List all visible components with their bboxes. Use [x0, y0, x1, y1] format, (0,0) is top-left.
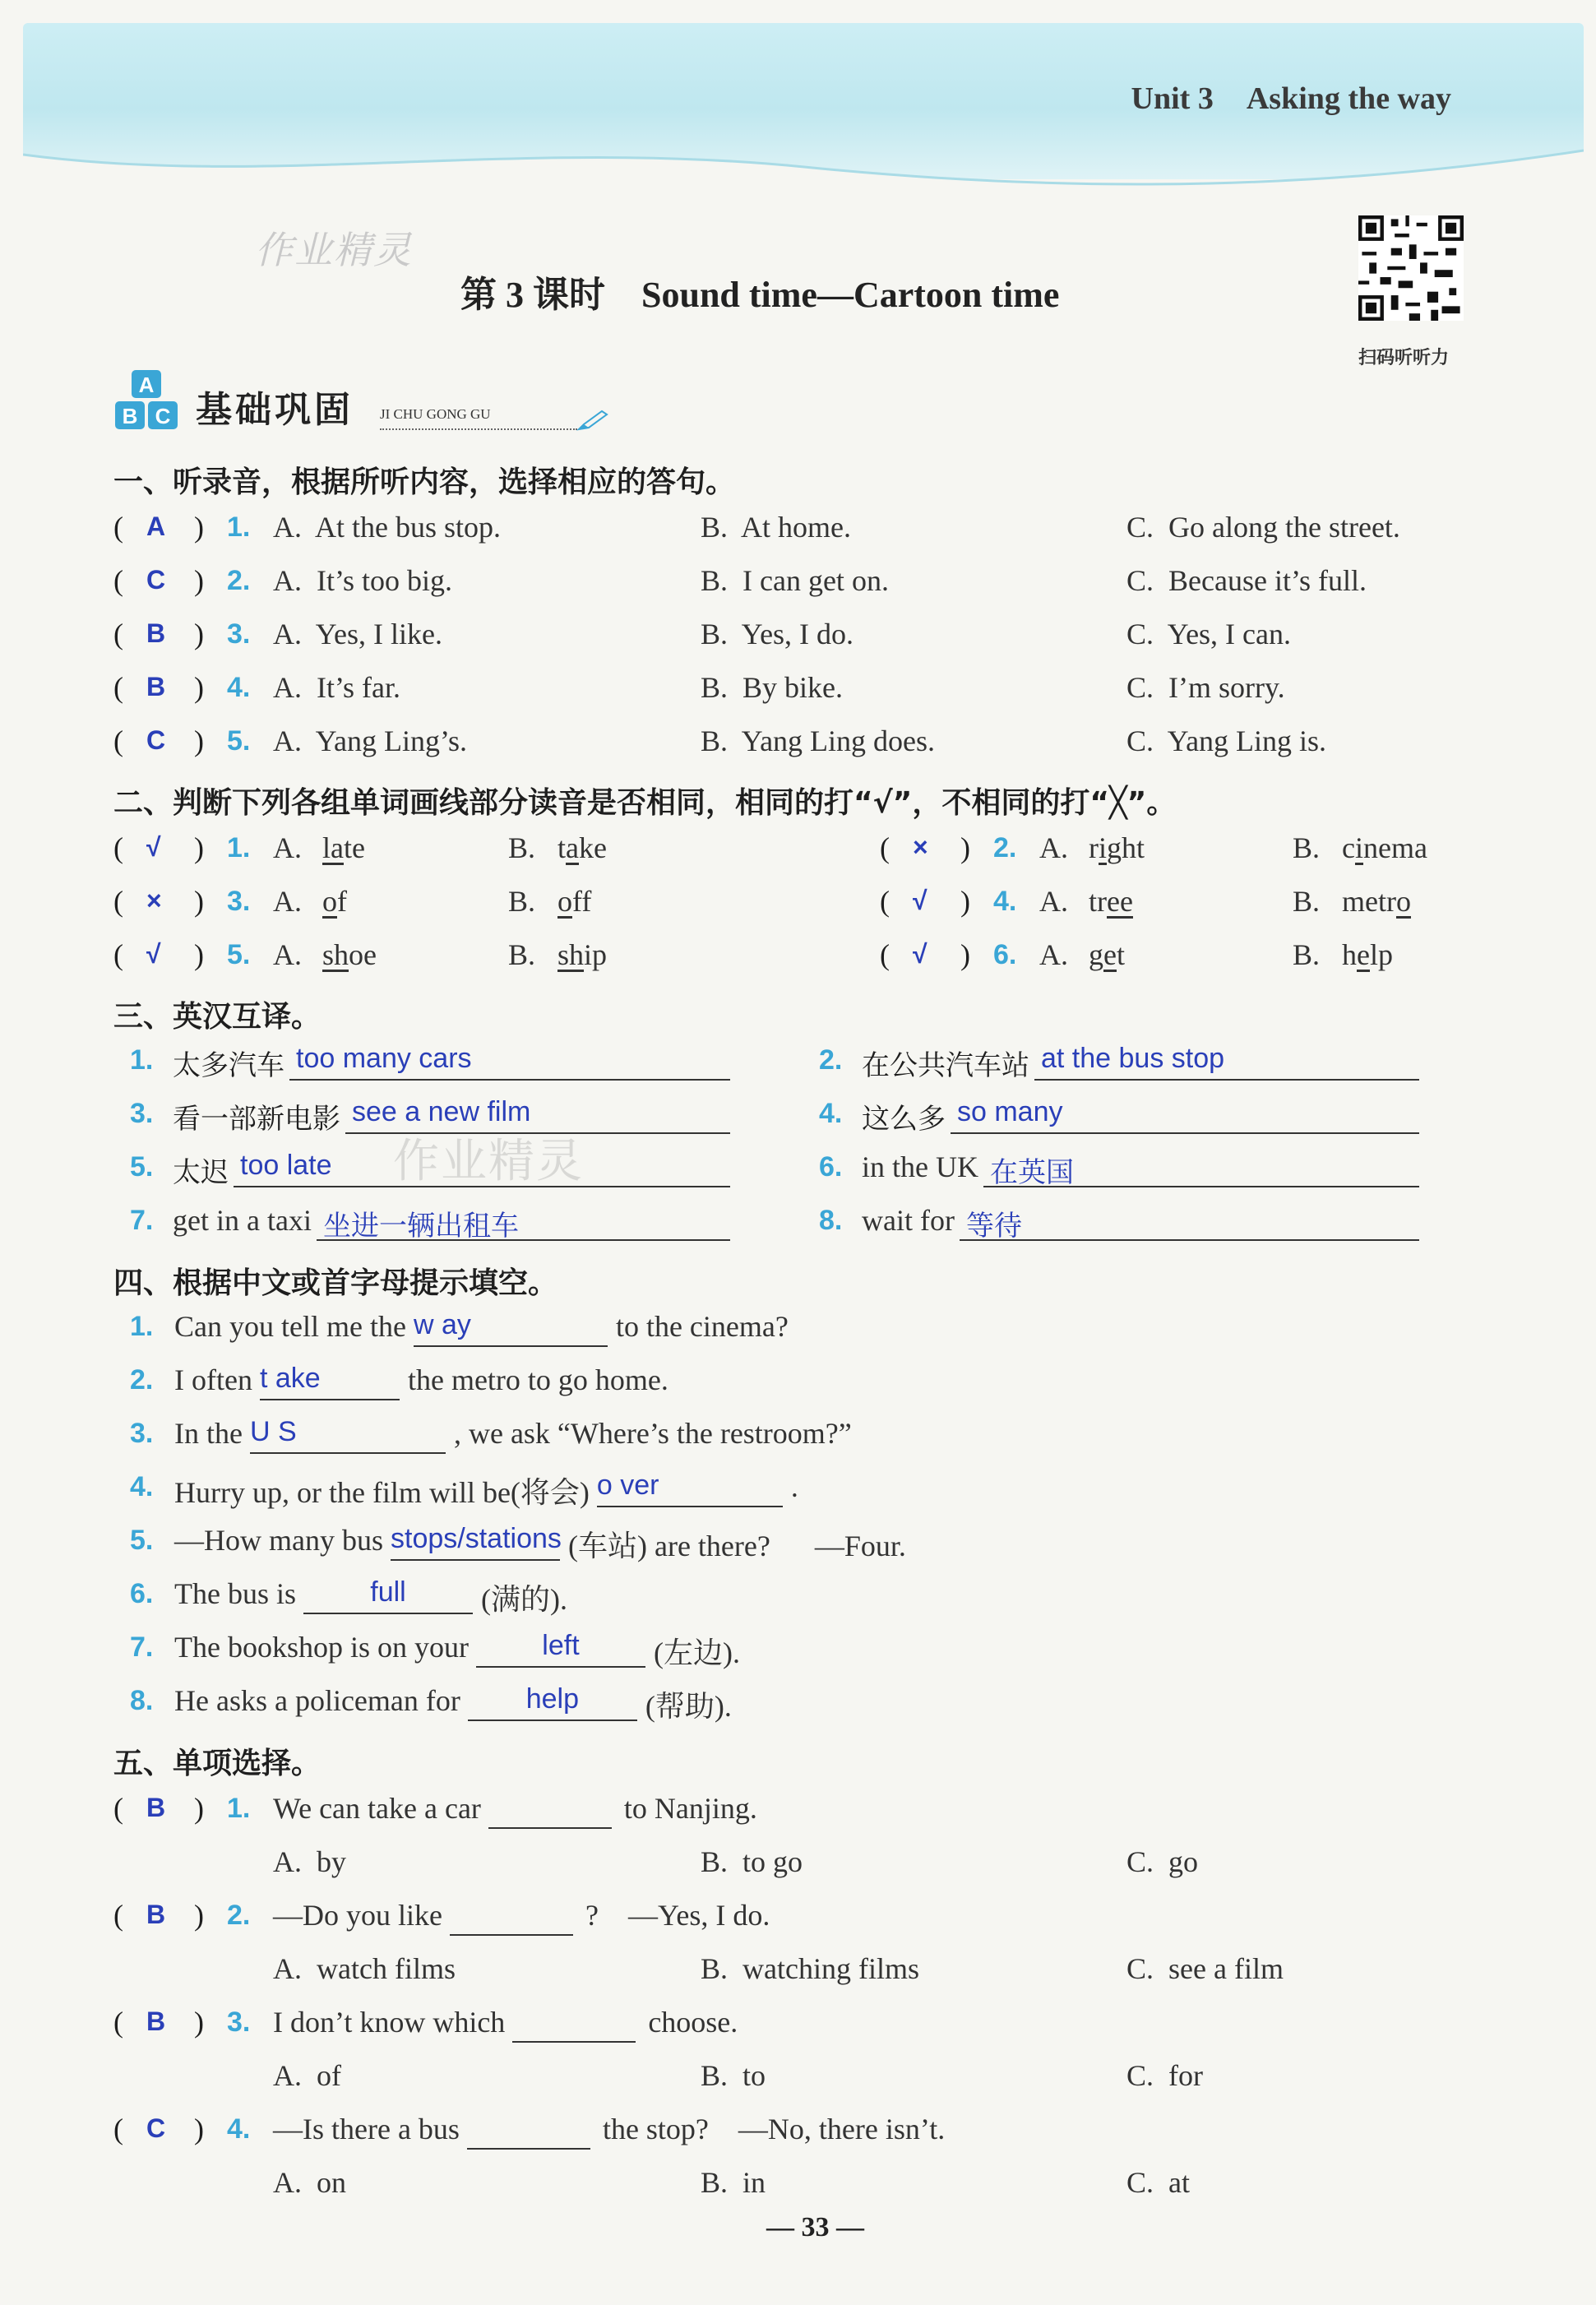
part4-heading: 四、根据中文或首字母提示填空。	[113, 1266, 558, 1300]
fill-blank[interactable]	[597, 1470, 783, 1507]
option-a[interactable]: A. on	[273, 2166, 346, 2199]
option-a: A. Yang Ling’s.	[273, 724, 468, 757]
part5-q2-paren-open: (	[113, 1899, 123, 1932]
answer-blank[interactable]	[951, 1096, 1419, 1134]
question-number: 8.	[819, 1205, 843, 1236]
question-stem-end: choose.	[641, 2006, 738, 2039]
answer-text: see a new film	[352, 1096, 531, 1127]
option-b: B. Yes, I do.	[701, 618, 854, 650]
sentence-start: He asks a policeman for	[174, 1684, 468, 1717]
option-b-word-underlined: a	[566, 831, 579, 864]
question-number: 4.	[227, 2113, 251, 2145]
question-number: 4.	[227, 672, 251, 703]
section-pinyin: JI CHU GONG GU	[380, 406, 491, 422]
qr-code-icon[interactable]	[1358, 215, 1464, 321]
question-stem-end: the stop? —No, there isn’t.	[594, 2113, 946, 2145]
question-number: 7.	[130, 1205, 154, 1236]
part3-translation-row	[689, 1150, 1478, 1199]
question-number: 4.	[130, 1471, 154, 1502]
option-b[interactable]: B. watching films	[701, 1952, 919, 1985]
part1-question-row	[0, 617, 1596, 666]
option-b-word: ship	[557, 938, 608, 971]
part2-q4-paren-close: )	[960, 885, 970, 918]
part1-q3-paren-close: )	[194, 618, 204, 650]
option-b-word-underlined: e	[1357, 938, 1370, 971]
option-b-word: metro	[1342, 885, 1411, 918]
fill-answer: help	[525, 1683, 580, 1715]
option-b-letter: B.	[1293, 885, 1321, 918]
sentence-start: Hurry up, or the film will be(将会)	[174, 1476, 597, 1509]
question-number: 3.	[227, 886, 251, 917]
option-a-letter: A.	[1039, 885, 1068, 918]
part1-q1-answer: A	[146, 511, 166, 541]
badge-letter-a: A	[138, 373, 155, 397]
sentence-end: .	[790, 1470, 798, 1503]
part5-q2-paren-close: )	[194, 1899, 204, 1932]
badge-letter-c: C	[155, 404, 171, 428]
part5-q2-answer: B	[146, 1900, 166, 1929]
option-b-word-underlined: o	[557, 885, 572, 918]
translation-prompt: 在公共汽车站	[862, 1049, 1029, 1082]
question-number: 1.	[227, 1793, 251, 1824]
question-stem: I don’t know which	[273, 2006, 513, 2039]
part1-q2-answer: C	[146, 565, 166, 595]
question-number: 3.	[130, 1098, 154, 1129]
answer-blank[interactable]	[1034, 1043, 1419, 1081]
part3-heading: 三、英汉互译。	[113, 1000, 322, 1034]
part1-q5-paren-close: )	[194, 724, 204, 757]
part5-q4-answer: C	[146, 2113, 166, 2143]
unit-header	[1131, 81, 1451, 117]
part5-q3-paren-open: (	[113, 2006, 123, 2039]
option-b-word-underlined: i	[1354, 831, 1363, 864]
translation-prompt: get in a taxi	[173, 1204, 312, 1237]
sentence-end: (车站) are there? —Four.	[568, 1530, 906, 1562]
part1-q3-paren-open: (	[113, 618, 123, 650]
part1-heading: 一、听录音，根据所听内容，选择相应的答句。	[113, 465, 736, 499]
part3-translation-row	[689, 1096, 1478, 1146]
part3-translation-row	[689, 1043, 1478, 1092]
fill-blank[interactable]	[468, 1683, 637, 1721]
part5-q1-paren-close: )	[194, 1792, 204, 1825]
sentence-start: —How many bus	[174, 1524, 391, 1557]
option-a-word: shoe	[322, 938, 377, 971]
option-a-word: late	[322, 831, 365, 864]
part5-options-row	[0, 2058, 1596, 2108]
fill-answer: stops/stations	[391, 1523, 562, 1554]
answer-blank[interactable]	[960, 1203, 1419, 1241]
unit-number: Unit 3	[1131, 81, 1214, 116]
option-a-word: of	[322, 885, 347, 918]
option-b: B. I can get on.	[701, 564, 889, 597]
part2-q6-answer: √	[913, 939, 928, 969]
question-stem: —Is there a bus	[273, 2113, 467, 2145]
part3-translation-row	[0, 1043, 789, 1092]
option-a-letter: A.	[273, 885, 302, 918]
option-a: A. It’s far.	[273, 671, 400, 704]
part4-fill-row	[0, 1416, 1596, 1465]
answer-text: too late	[240, 1150, 332, 1181]
option-a-word: right	[1089, 831, 1145, 864]
part2-q6-paren-open: (	[880, 938, 890, 971]
fill-blank[interactable]	[250, 1416, 446, 1454]
fill-answer: full	[370, 1576, 406, 1608]
part4-fill-row	[0, 1309, 1596, 1358]
question-number: 5.	[227, 939, 251, 970]
part1-q3-answer: B	[146, 618, 166, 648]
fill-answer: U S	[249, 1416, 297, 1447]
part5-heading: 五、单项选择。	[113, 1747, 322, 1780]
fill-blank[interactable]	[414, 1309, 608, 1347]
part2-q5-answer: √	[146, 939, 161, 969]
question-number: 4.	[993, 886, 1017, 917]
pencil-icon	[576, 410, 608, 433]
fill-answer: t ake	[259, 1363, 321, 1394]
option-c[interactable]: C. see a film	[1126, 1952, 1284, 1985]
section-title: 基础巩固	[196, 389, 354, 431]
part4-fill-row	[0, 1683, 1596, 1733]
fill-answer: o ver	[596, 1470, 659, 1501]
sentence-start: The bookshop is on your	[174, 1631, 476, 1664]
question-number: 7.	[130, 1632, 154, 1663]
option-a[interactable]: A. watch films	[273, 1952, 456, 1985]
question-stem: —Do you like	[273, 1899, 450, 1932]
answer-text: 坐进一辆出租车	[322, 1210, 519, 1242]
part1-q4-paren-close: )	[194, 671, 204, 704]
part4-fill-row	[0, 1470, 1596, 1519]
part2-q2-paren-open: (	[880, 831, 890, 864]
fill-blank[interactable]	[391, 1523, 560, 1561]
option-b: B. By bike.	[701, 671, 844, 704]
part1-q4-paren-open: (	[113, 671, 123, 704]
option-b[interactable]: B. in	[701, 2166, 766, 2199]
translation-prompt: 太多汽车	[173, 1049, 285, 1082]
part5-q1-answer: B	[146, 1793, 166, 1822]
translation-prompt: in the UK	[862, 1150, 978, 1183]
part2-q5-paren-close: )	[194, 938, 204, 971]
option-c: C. I’m sorry.	[1126, 671, 1285, 704]
question-stem-end: ? —Yes, I do.	[577, 1899, 770, 1932]
option-b-word: take	[557, 831, 607, 864]
page-number: — 33 —	[766, 2212, 864, 2243]
part3-translation-row	[689, 1203, 1478, 1252]
option-a: A. Yes, I like.	[273, 618, 443, 650]
question-number: 8.	[130, 1685, 154, 1716]
answer-blank[interactable]	[317, 1203, 730, 1241]
option-a-word-underlined: sh	[322, 938, 349, 971]
option-b-word: help	[1342, 938, 1393, 971]
part5-q4-paren-open: (	[113, 2113, 123, 2145]
part2-q1-paren-open: (	[113, 831, 123, 864]
part2-question-row	[766, 937, 1556, 987]
part2-q5-paren-open: (	[113, 938, 123, 971]
part2-q1-answer: √	[146, 832, 161, 862]
option-a-word: tree	[1089, 885, 1133, 918]
part1-q5-answer: C	[146, 725, 166, 755]
question-number: 1.	[130, 1311, 154, 1342]
answer-text: 等待	[965, 1210, 1022, 1242]
option-c: C. Yang Ling is.	[1126, 724, 1327, 757]
translation-prompt: 看一部新电影	[173, 1103, 340, 1136]
part4-fill-row	[0, 1630, 1596, 1679]
sentence-start: Can you tell me the	[174, 1310, 414, 1343]
question-number: 3.	[130, 1418, 154, 1449]
part2-q4-paren-open: (	[880, 885, 890, 918]
fill-answer: left	[542, 1630, 580, 1661]
sentence-end: (满的).	[481, 1583, 567, 1616]
abc-badge-icon	[113, 368, 181, 431]
part2-question-row	[0, 884, 789, 933]
fill-blank[interactable]	[476, 1630, 645, 1668]
part2-question-row	[766, 884, 1556, 933]
question-number: 2.	[130, 1364, 154, 1395]
question-number: 1.	[227, 511, 251, 543]
option-c[interactable]: C. at	[1126, 2166, 1190, 2199]
option-c: C. Yes, I can.	[1126, 618, 1292, 650]
option-b-word-underlined: o	[1395, 885, 1411, 918]
part2-heading: 二、判断下列各组单词画线部分读音是否相同，相同的打“√”，不相同的打“╳”。	[113, 786, 1177, 820]
option-a-word-underlined: e	[1103, 938, 1117, 971]
option-a-letter: A.	[1039, 831, 1068, 864]
section-underline	[380, 426, 577, 430]
sentence-start: In the	[174, 1417, 250, 1450]
question-number: 6.	[993, 939, 1017, 970]
part1-q1-paren-open: (	[113, 511, 123, 544]
answer-text: too many cars	[296, 1043, 472, 1074]
choice-blank[interactable]	[450, 1898, 573, 1936]
qr-caption: 扫码听听力	[1358, 348, 1450, 368]
choice-blank[interactable]	[512, 2005, 636, 2043]
part1-q4-answer: B	[146, 672, 166, 701]
sentence-start: The bus is	[174, 1577, 303, 1610]
sentence-end: , we ask “Where’s the restroom?”	[453, 1417, 852, 1450]
option-b-letter: B.	[1293, 831, 1321, 864]
part4-fill-row	[0, 1363, 1596, 1412]
question-number: 5.	[130, 1151, 154, 1183]
answer-text: so many	[957, 1096, 1063, 1127]
question-number: 6.	[130, 1578, 154, 1609]
option-a-word: get	[1089, 938, 1125, 971]
fill-blank[interactable]	[260, 1363, 400, 1400]
header-wave-decoration	[23, 138, 1584, 196]
badge-letter-b: B	[122, 404, 138, 428]
question-number: 1.	[227, 832, 251, 863]
option-a-word-underlined: la	[322, 831, 344, 864]
option-a-word-underlined: o	[322, 885, 337, 918]
part2-q3-answer: ×	[146, 886, 162, 915]
part4-fill-row	[0, 1576, 1596, 1626]
option-b-word: off	[557, 885, 592, 918]
option-b: B. At home.	[701, 511, 852, 544]
part1-question-row	[0, 670, 1596, 720]
part5-options-row	[0, 2165, 1596, 2215]
question-stem: We can take a car	[273, 1792, 488, 1825]
sentence-start: I often	[174, 1363, 260, 1396]
part5-q3-paren-close: )	[194, 2006, 204, 2039]
part2-q3-paren-open: (	[113, 885, 123, 918]
option-a: A. At the bus stop.	[273, 511, 502, 544]
part5-q1-paren-open: (	[113, 1792, 123, 1825]
option-a-letter: A.	[273, 938, 302, 971]
option-a-letter: A.	[1039, 938, 1068, 971]
question-number: 4.	[819, 1098, 843, 1129]
question-number: 2.	[819, 1044, 843, 1076]
question-number: 3.	[227, 618, 251, 650]
question-number: 1.	[130, 1044, 154, 1076]
part5-q3-answer: B	[146, 2006, 166, 2036]
option-a-word-underlined: ee	[1107, 885, 1133, 918]
part2-question-row	[0, 937, 789, 987]
question-stem-end: to Nanjing.	[616, 1792, 757, 1825]
part1-q2-paren-open: (	[113, 564, 123, 597]
option-c[interactable]: C. go	[1126, 1845, 1199, 1878]
part1-q2-paren-close: )	[194, 564, 204, 597]
translation-prompt: 太迟	[173, 1156, 229, 1189]
part2-q1-paren-close: )	[194, 831, 204, 864]
part5-question-row	[0, 1791, 1596, 1840]
answer-blank[interactable]	[289, 1043, 730, 1081]
fill-answer: w ay	[413, 1309, 471, 1340]
option-a-letter: A.	[273, 831, 302, 864]
option-c: C. Go along the street.	[1126, 511, 1400, 544]
part5-q4-paren-close: )	[194, 2113, 204, 2145]
part1-question-row	[0, 510, 1596, 559]
question-number: 3.	[227, 2006, 251, 2038]
translation-prompt: wait for	[862, 1204, 955, 1237]
answer-text: 在英国	[989, 1157, 1074, 1188]
option-a[interactable]: A. by	[273, 1845, 346, 1878]
option-c: C. Because it’s full.	[1126, 564, 1367, 597]
translation-prompt: 这么多	[862, 1103, 946, 1136]
choice-blank[interactable]	[467, 2112, 590, 2150]
part2-question-row	[766, 831, 1556, 880]
part2-q3-paren-close: )	[194, 885, 204, 918]
part2-q2-answer: ×	[913, 832, 928, 862]
lesson-title: 第 3 课时 Sound time—Cartoon time	[460, 275, 1060, 315]
option-b-letter: B.	[1293, 938, 1321, 971]
option-b-letter: B.	[508, 885, 536, 918]
answer-text: at the bus stop	[1041, 1043, 1225, 1074]
part1-question-row	[0, 724, 1596, 773]
option-b: B. Yang Ling does.	[701, 724, 936, 757]
choice-blank[interactable]	[488, 1791, 612, 1829]
sentence-end: the metro to go home.	[407, 1363, 668, 1396]
question-number: 5.	[227, 725, 251, 757]
part3-translation-row	[0, 1203, 789, 1252]
question-number: 2.	[227, 565, 251, 596]
part4-fill-row	[0, 1523, 1596, 1572]
part1-q5-paren-open: (	[113, 724, 123, 757]
part2-q2-paren-close: )	[960, 831, 970, 864]
part5-options-row	[0, 1844, 1596, 1894]
part5-options-row	[0, 1951, 1596, 2001]
sentence-end: (帮助).	[645, 1690, 732, 1723]
option-a: A. It’s too big.	[273, 564, 453, 597]
unit-title: Asking the way	[1246, 81, 1451, 116]
sentence-end: (左边).	[653, 1636, 740, 1669]
option-b-letter: B.	[508, 938, 536, 971]
option-a-word-underlined: i	[1099, 831, 1108, 864]
question-number: 2.	[227, 1900, 251, 1931]
part1-q1-paren-close: )	[194, 511, 204, 544]
answer-blank[interactable]	[983, 1150, 1419, 1187]
part5-question-row	[0, 2112, 1596, 2161]
part5-question-row	[0, 2005, 1596, 2054]
sentence-end: to the cinema?	[615, 1310, 789, 1343]
option-a[interactable]: A. of	[273, 2059, 341, 2092]
part2-question-row	[0, 831, 789, 880]
option-b[interactable]: B. to	[701, 2059, 766, 2092]
part5-question-row	[0, 1898, 1596, 1947]
question-number: 5.	[130, 1525, 154, 1556]
question-number: 6.	[819, 1151, 843, 1183]
fill-blank[interactable]	[303, 1576, 473, 1614]
question-number: 2.	[993, 832, 1017, 863]
option-c[interactable]: C. for	[1126, 2059, 1203, 2092]
option-b[interactable]: B. to go	[701, 1845, 803, 1878]
part2-q6-paren-close: )	[960, 938, 970, 971]
option-b-letter: B.	[508, 831, 536, 864]
watermark-middle: 作业精灵	[393, 1135, 584, 1188]
option-b-word: cinema	[1342, 831, 1427, 864]
part2-q4-answer: √	[913, 886, 928, 915]
watermark-top: 作业精灵	[255, 228, 413, 272]
option-b-word-underlined: sh	[557, 938, 585, 971]
part1-question-row	[0, 563, 1596, 613]
